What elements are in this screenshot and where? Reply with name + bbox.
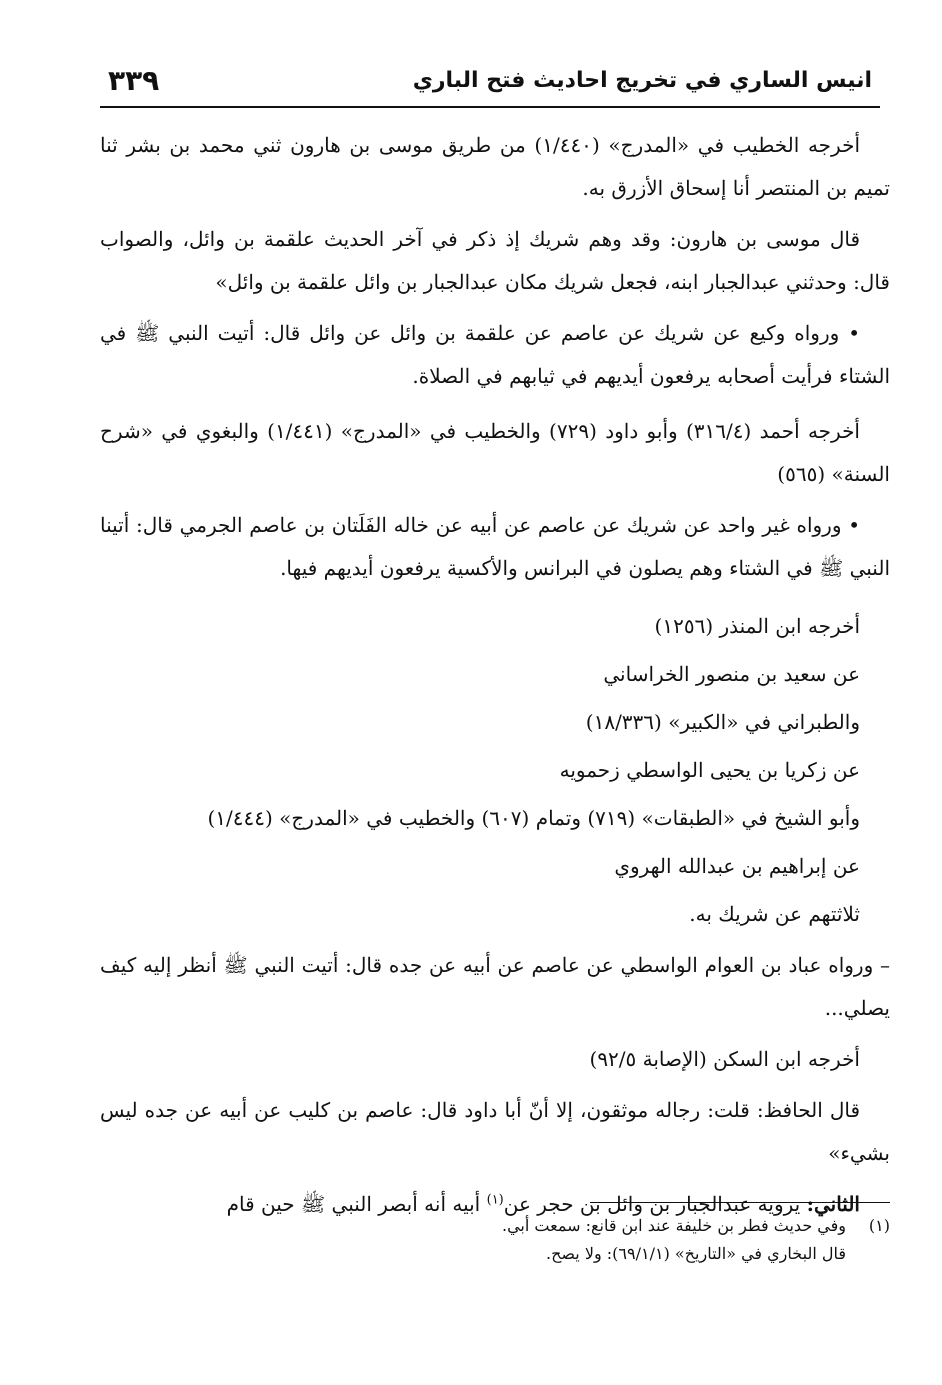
- paragraph-text: يرويه عبدالجبار بن وائل بن حجر عن: [503, 1192, 801, 1216]
- paragraph-text: أبيه أنه أبصر النبي ﷺ حين قام: [226, 1192, 481, 1216]
- footnote-divider: [590, 1202, 890, 1203]
- footnotes: [100, 1212, 890, 1268]
- section-label: الثاني:: [806, 1192, 860, 1216]
- source-line: أخرجه ابن المنذر (١٢٥٦): [654, 614, 860, 638]
- footnote: [100, 1212, 890, 1240]
- footnote-text: قال البخاري في «التاريخ» (٦٩/١/١): ولا يصح.: [546, 1244, 846, 1263]
- paragraph: قال موسى بن هارون: وقد وهم شريك إذ ذكر في آخر الحديث علقمة بن وائل، والصواب قال: وحدثني عبدالجبار ابنه، فجعل شريك مكان عبدالجبار بن وائل علقمة بن وائل»: [100, 227, 890, 294]
- paragraph: أخرجه أحمد (٣١٦/٤) وأبو داود (٧٢٩) والخطيب في «المدرج» (١/٤٤١) والبغوي في «شرح السنة» (٥٦٥): [100, 419, 890, 486]
- running-title: انيس الساري في تخريج احاديث فتح الباري: [412, 68, 872, 93]
- source-line: عن إبراهيم بن عبدالله الهروي: [614, 854, 860, 878]
- source-line: عن سعيد بن منصور الخراساني: [603, 662, 860, 686]
- bullet-paragraph: • ورواه وكيع عن شريك عن عاصم عن علقمة بن وائل عن وائل قال: أتيت النبي ﷺ في الشتاء فرأيت أصحابه يرفعون أيديهم في ثيابهم في الصلاة.: [100, 321, 890, 388]
- bullet-paragraph: • ورواه غير واحد عن شريك عن عاصم عن أبيه عن خاله الفَلَتان بن عاصم الجرمي قال: أتينا النبي ﷺ في الشتاء وهم يصلون في البرانس والأكسية يرفعون أيديهم فيها.: [100, 513, 890, 580]
- source-line: عن زكريا بن يحيى الواسطي زحمويه: [559, 758, 860, 782]
- page-header: [100, 62, 880, 108]
- source-line: والطبراني في «الكبير» (١٨/٣٣٦): [585, 710, 860, 734]
- footnote-text: وفي حديث فطر بن خليفة عند ابن قانع: سمعت أبي.: [502, 1216, 846, 1235]
- dash-paragraph: – ورواه عباد بن العوام الواسطي عن عاصم عن أبيه عن جده قال: أتيت النبي ﷺ أنظر إليه كيف يصلي...: [100, 953, 890, 1020]
- body-text: [100, 124, 890, 1234]
- paragraph: قال الحافظ: قلت: رجاله موثقون، إلا أنّ أبا داود قال: عاصم بن كليب عن أبيه عن جده ليس بشيء»: [100, 1098, 890, 1165]
- paragraph: أخرجه ابن السكن (الإصابة ٩٢/٥): [589, 1047, 860, 1071]
- paragraph: أخرجه الخطيب في «المدرج» (١/٤٤٠) من طريق موسى بن هارون ثني محمد بن بشر ثنا تميم بن المنتصر أنا إسحاق الأزرق به.: [100, 133, 890, 200]
- page-number: ٣٣٩: [108, 64, 160, 97]
- source-line: وأبو الشيخ في «الطبقات» (٧١٩) وتمام (٦٠٧) والخطيب في «المدرج» (١/٤٤٤): [207, 806, 860, 830]
- footnote-marker: (١): [486, 1192, 504, 1208]
- source-line: ثلاثتهم عن شريك به.: [689, 902, 860, 926]
- footnote-number: (١): [868, 1216, 890, 1235]
